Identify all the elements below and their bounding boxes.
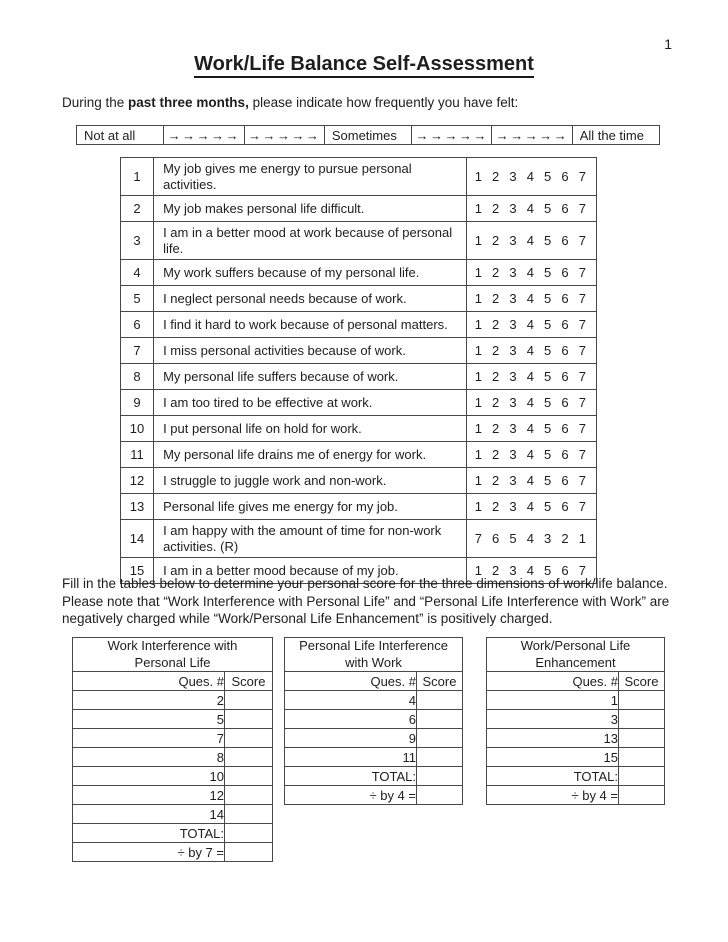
question-number: 4	[121, 260, 154, 286]
question-text: I put personal life on hold for work.	[154, 416, 467, 442]
rating-options	[467, 291, 596, 306]
score-input-cell[interactable]	[619, 767, 665, 786]
arrows-icon: →→→→→	[163, 126, 243, 144]
rating-option[interactable]: 7	[578, 201, 586, 216]
question-text: My job makes personal life difficult.	[154, 196, 467, 222]
question-row	[121, 468, 597, 494]
intro-text	[62, 95, 518, 110]
rating-option[interactable]: 1	[474, 169, 482, 184]
score-table-title-line: Enhancement	[535, 654, 616, 670]
score-table	[72, 637, 273, 862]
scale-label: All the time	[572, 126, 659, 144]
rating-option[interactable]: 4	[526, 317, 534, 332]
score-table-title-line: Work/Personal Life	[520, 638, 631, 653]
rating-option[interactable]: 4	[526, 201, 534, 216]
page-title	[0, 53, 728, 76]
rating-scale	[466, 312, 596, 338]
score-table-title-row	[285, 638, 463, 672]
rating-option[interactable]: 2	[492, 421, 500, 436]
score-input-cell[interactable]	[225, 710, 273, 729]
rating-option[interactable]: 6	[561, 201, 569, 216]
rating-option[interactable]: 3	[509, 395, 517, 410]
question-text: My work suffers because of my personal life.	[154, 260, 467, 286]
score-table-header-row	[487, 672, 665, 691]
score-table-row	[73, 691, 273, 710]
rating-option[interactable]: 3	[509, 473, 517, 488]
rating-option[interactable]: 5	[544, 563, 552, 578]
rating-option[interactable]: 7	[578, 421, 586, 436]
ques-number-cell: 4	[285, 691, 417, 710]
score-input-cell[interactable]	[619, 786, 665, 805]
intro-bold: past three months,	[128, 95, 249, 110]
question-text: I am too tired to be effective at work.	[154, 390, 467, 416]
question-row	[121, 312, 597, 338]
rating-option[interactable]: 3	[509, 317, 517, 332]
rating-option[interactable]: 3	[509, 201, 517, 216]
score-table	[284, 637, 463, 805]
score-input-cell[interactable]	[225, 691, 273, 710]
rating-option[interactable]: 3	[509, 447, 517, 462]
rating-option[interactable]: 1	[474, 233, 482, 248]
score-input-cell[interactable]	[225, 786, 273, 805]
rating-option[interactable]: 7	[578, 233, 586, 248]
rating-option[interactable]: 3	[509, 369, 517, 384]
rating-option[interactable]: 2	[492, 169, 500, 184]
rating-option[interactable]: 4	[526, 531, 534, 546]
question-text: My job gives me energy to pursue personal activities.	[154, 158, 467, 196]
rating-option[interactable]: 7	[578, 291, 586, 306]
question-text: I find it hard to work because of personal matters.	[154, 312, 467, 338]
rating-option[interactable]: 4	[526, 343, 534, 358]
question-text: Personal life gives me energy for my job.	[154, 494, 467, 520]
rating-options	[467, 447, 596, 462]
score-input-cell[interactable]	[225, 748, 273, 767]
rating-option[interactable]: 7	[578, 169, 586, 184]
rating-option[interactable]: 5	[544, 291, 552, 306]
rating-option[interactable]: 5	[544, 473, 552, 488]
question-number: 15	[121, 558, 154, 584]
rating-option[interactable]: 7	[578, 447, 586, 462]
ques-number-cell: ÷ by 4 =	[285, 786, 417, 805]
rating-option[interactable]: 6	[561, 499, 569, 514]
question-number: 13	[121, 494, 154, 520]
rating-scale	[466, 196, 596, 222]
question-text: I am in a better mood because of my job.	[154, 558, 467, 584]
question-number: 3	[121, 222, 154, 260]
score-table-row	[487, 786, 665, 805]
score-table-title-line: Personal Life	[134, 654, 211, 670]
rating-option[interactable]: 7	[578, 369, 586, 384]
scale-label: Not at all	[84, 127, 136, 143]
rating-option[interactable]: 7	[578, 265, 586, 280]
score-input-cell[interactable]	[417, 729, 463, 748]
ques-number-cell: 12	[73, 786, 225, 805]
question-text: I miss personal activities because of work.	[154, 338, 467, 364]
rating-options	[467, 343, 596, 358]
rating-option[interactable]: 3	[509, 421, 517, 436]
rating-options	[467, 395, 596, 410]
score-table-title	[487, 638, 665, 672]
rating-options	[467, 201, 596, 216]
rating-option[interactable]: 6	[561, 421, 569, 436]
rating-options	[467, 473, 596, 488]
rating-option[interactable]: 1	[474, 499, 482, 514]
question-number: 2	[121, 196, 154, 222]
rating-option[interactable]: 3	[509, 233, 517, 248]
ques-number-cell: 8	[73, 748, 225, 767]
ques-number-cell: 10	[73, 767, 225, 786]
rating-option[interactable]: 7	[474, 531, 482, 546]
rating-option[interactable]: 2	[492, 201, 500, 216]
rating-option[interactable]: 7	[578, 473, 586, 488]
rating-options	[467, 531, 596, 546]
question-text: I struggle to juggle work and non-work.	[154, 468, 467, 494]
question-row	[121, 260, 597, 286]
question-text: I am in a better mood at work because of personal life.	[154, 222, 467, 260]
rating-option[interactable]: 1	[474, 317, 482, 332]
rating-option[interactable]: 6	[561, 291, 569, 306]
rating-option[interactable]: 2	[492, 499, 500, 514]
score-input-cell[interactable]	[619, 748, 665, 767]
score-table-title-line: with Work	[345, 654, 402, 670]
rating-option[interactable]: 4	[526, 473, 534, 488]
question-row	[121, 390, 597, 416]
rating-option[interactable]: 6	[561, 447, 569, 462]
rating-option[interactable]: 3	[509, 169, 517, 184]
rating-option[interactable]: 5	[544, 343, 552, 358]
score-input-cell[interactable]	[225, 729, 273, 748]
score-input-cell[interactable]	[619, 729, 665, 748]
score-table-row	[487, 729, 665, 748]
rating-option[interactable]: 2	[492, 343, 500, 358]
ques-number-cell: TOTAL:	[487, 767, 619, 786]
rating-option[interactable]: 5	[544, 395, 552, 410]
ques-number-header: Ques. #	[73, 672, 225, 691]
rating-option[interactable]: 5	[544, 265, 552, 280]
intro-prefix: During the	[62, 95, 129, 110]
rating-option[interactable]: 3	[544, 531, 552, 546]
ques-number-cell: 13	[487, 729, 619, 748]
ques-number-cell: 3	[487, 710, 619, 729]
question-number: 8	[121, 364, 154, 390]
questions-table	[120, 157, 597, 584]
score-input-cell[interactable]	[417, 767, 463, 786]
rating-option[interactable]: 2	[492, 265, 500, 280]
rating-option[interactable]: 5	[509, 531, 517, 546]
rating-option[interactable]: 1	[474, 291, 482, 306]
rating-option[interactable]: 2	[492, 233, 500, 248]
score-header: Score	[225, 672, 273, 691]
question-text: My personal life suffers because of work.	[154, 364, 467, 390]
ques-number-cell: 14	[73, 805, 225, 824]
rating-option[interactable]: 1	[474, 447, 482, 462]
score-table-row	[285, 786, 463, 805]
question-number: 12	[121, 468, 154, 494]
ques-number-cell: 2	[73, 691, 225, 710]
ques-number-cell: 15	[487, 748, 619, 767]
score-input-cell[interactable]	[619, 710, 665, 729]
rating-option[interactable]: 2	[492, 317, 500, 332]
rating-option[interactable]: 1	[474, 201, 482, 216]
rating-option[interactable]: 2	[492, 291, 500, 306]
score-input-cell[interactable]	[225, 843, 273, 862]
rating-scale	[466, 222, 596, 260]
score-table-title-row	[73, 638, 273, 672]
rating-option[interactable]: 3	[509, 265, 517, 280]
rating-option[interactable]: 7	[578, 395, 586, 410]
scale-label: Sometimes	[324, 126, 411, 144]
rating-option[interactable]: 1	[474, 265, 482, 280]
score-table-row	[285, 729, 463, 748]
rating-option[interactable]: 2	[492, 473, 500, 488]
rating-option[interactable]: 6	[561, 563, 569, 578]
rating-options	[467, 233, 596, 248]
rating-option[interactable]: 1	[578, 531, 586, 546]
rating-option[interactable]: 5	[544, 499, 552, 514]
rating-option[interactable]: 1	[474, 395, 482, 410]
rating-option[interactable]: 3	[509, 291, 517, 306]
question-row	[121, 442, 597, 468]
score-table-row	[285, 710, 463, 729]
score-input-cell[interactable]	[417, 691, 463, 710]
ques-number-cell: ÷ by 7 =	[73, 843, 225, 862]
score-table-row	[73, 748, 273, 767]
score-input-cell[interactable]	[225, 824, 273, 843]
score-table-row	[285, 767, 463, 786]
rating-option[interactable]: 6	[561, 369, 569, 384]
rating-scale	[466, 338, 596, 364]
score-table-row	[487, 710, 665, 729]
score-table-row	[285, 691, 463, 710]
score-tables	[72, 637, 665, 862]
question-number: 1	[121, 158, 154, 196]
rating-option[interactable]: 4	[526, 499, 534, 514]
rating-option[interactable]: 3	[509, 563, 517, 578]
arrows-icon: →→→→→	[244, 126, 324, 144]
rating-option[interactable]: 6	[561, 169, 569, 184]
rating-option[interactable]: 2	[492, 369, 500, 384]
question-number: 11	[121, 442, 154, 468]
rating-option[interactable]: 6	[561, 233, 569, 248]
rating-option[interactable]: 2	[561, 531, 569, 546]
score-table-row	[487, 748, 665, 767]
score-table-title	[73, 638, 273, 672]
score-table-row	[73, 843, 273, 862]
question-number: 9	[121, 390, 154, 416]
score-table-row	[73, 786, 273, 805]
question-row	[121, 494, 597, 520]
page-number: 1	[664, 36, 672, 52]
rating-option[interactable]: 6	[561, 395, 569, 410]
score-table-row	[73, 729, 273, 748]
rating-option[interactable]: 4	[526, 563, 534, 578]
rating-option[interactable]: 1	[474, 473, 482, 488]
score-table-title-line: Personal Life Interference	[299, 638, 448, 653]
ques-number-cell: 7	[73, 729, 225, 748]
arrows-icon: →→→→→	[491, 126, 571, 144]
rating-option[interactable]: 1	[474, 343, 482, 358]
rating-option[interactable]: 2	[492, 447, 500, 462]
rating-option[interactable]: 2	[492, 395, 500, 410]
rating-scale	[466, 494, 596, 520]
question-text: My personal life drains me of energy for work.	[154, 442, 467, 468]
ques-number-cell: 1	[487, 691, 619, 710]
rating-option[interactable]: 7	[578, 499, 586, 514]
intro-suffix: please indicate how frequently you have felt:	[248, 95, 519, 110]
rating-scale	[466, 416, 596, 442]
rating-option[interactable]: 6	[561, 317, 569, 332]
question-number: 7	[121, 338, 154, 364]
rating-option[interactable]: 4	[526, 291, 534, 306]
rating-options	[467, 499, 596, 514]
rating-option[interactable]: 7	[578, 343, 586, 358]
rating-option[interactable]: 5	[544, 233, 552, 248]
question-row	[121, 286, 597, 312]
rating-option[interactable]: 3	[509, 499, 517, 514]
score-header: Score	[417, 672, 463, 691]
rating-option[interactable]: 7	[578, 563, 586, 578]
arrows-icon: →→→→→	[411, 126, 491, 144]
ques-number-cell: TOTAL:	[73, 824, 225, 843]
question-row	[121, 520, 597, 558]
rating-option[interactable]: 6	[561, 265, 569, 280]
rating-option[interactable]: 5	[544, 201, 552, 216]
rating-scale	[466, 158, 596, 196]
rating-option[interactable]: 1	[474, 421, 482, 436]
score-header: Score	[619, 672, 665, 691]
rating-option[interactable]: 5	[544, 169, 552, 184]
ques-number-header: Ques. #	[487, 672, 619, 691]
rating-option[interactable]: 5	[544, 317, 552, 332]
rating-option[interactable]: 5	[544, 369, 552, 384]
question-row	[121, 158, 597, 196]
score-table-row	[73, 710, 273, 729]
score-table-row	[487, 767, 665, 786]
score-table-title-line: Work Interference with	[107, 638, 238, 653]
question-number: 6	[121, 312, 154, 338]
rating-options	[467, 369, 596, 384]
rating-options	[467, 169, 596, 184]
questions-table-body	[121, 158, 597, 584]
rating-option[interactable]: 1	[474, 369, 482, 384]
rating-option[interactable]: 2	[492, 563, 500, 578]
question-row	[121, 222, 597, 260]
score-table-row	[73, 767, 273, 786]
score-table-title-row	[487, 638, 665, 672]
question-row	[121, 364, 597, 390]
rating-scale	[466, 260, 596, 286]
score-table-row	[73, 805, 273, 824]
score-table-header-row	[73, 672, 273, 691]
score-input-cell[interactable]	[417, 710, 463, 729]
rating-scale	[466, 364, 596, 390]
rating-option[interactable]: 5	[544, 421, 552, 436]
question-number: 5	[121, 286, 154, 312]
scoring-instructions: Fill in the tables below to determine your personal score for the three dimensions of work/life balance. Please note that “Work Interference with Personal Life” and “Personal Life Interference with Work” are negatively charged while “Work/Personal Life Enhancement” is positively charged.	[62, 576, 670, 627]
score-input-cell[interactable]	[417, 786, 463, 805]
rating-scale	[466, 468, 596, 494]
rating-option[interactable]: 6	[561, 473, 569, 488]
rating-options	[467, 421, 596, 436]
question-row	[121, 338, 597, 364]
rating-option[interactable]: 4	[526, 233, 534, 248]
rating-option[interactable]: 1	[474, 563, 482, 578]
rating-option[interactable]: 4	[526, 447, 534, 462]
rating-option[interactable]: 4	[526, 395, 534, 410]
rating-options	[467, 317, 596, 332]
page-title-text: Work/Life Balance Self-Assessment	[194, 53, 534, 78]
rating-options	[467, 265, 596, 280]
score-table-header-row	[285, 672, 463, 691]
ques-number-cell: ÷ by 4 =	[487, 786, 619, 805]
rating-option[interactable]: 4	[526, 421, 534, 436]
rating-scale	[466, 520, 596, 558]
frequency-scale-row	[76, 125, 660, 145]
rating-option[interactable]: 4	[526, 169, 534, 184]
ques-number-header: Ques. #	[285, 672, 417, 691]
score-table-row	[73, 824, 273, 843]
score-table-row	[285, 748, 463, 767]
score-table-title	[285, 638, 463, 672]
ques-number-cell: 11	[285, 748, 417, 767]
rating-option[interactable]: 6	[492, 531, 500, 546]
score-table-row	[487, 691, 665, 710]
score-table	[486, 637, 665, 805]
rating-scale	[466, 286, 596, 312]
rating-option[interactable]: 5	[544, 447, 552, 462]
rating-option[interactable]: 4	[526, 265, 534, 280]
score-input-cell[interactable]	[417, 748, 463, 767]
ques-number-cell: 5	[73, 710, 225, 729]
ques-number-cell: 6	[285, 710, 417, 729]
rating-option[interactable]: 3	[509, 343, 517, 358]
question-text: I am happy with the amount of time for non-work activities. (R)	[154, 520, 467, 558]
score-input-cell[interactable]	[619, 691, 665, 710]
rating-option[interactable]: 6	[561, 343, 569, 358]
ques-number-cell: 9	[285, 729, 417, 748]
ques-number-cell: TOTAL:	[285, 767, 417, 786]
question-number: 14	[121, 520, 154, 558]
rating-option[interactable]: 4	[526, 369, 534, 384]
question-text: I neglect personal needs because of work.	[154, 286, 467, 312]
score-input-cell[interactable]	[225, 767, 273, 786]
question-row	[121, 416, 597, 442]
question-number: 10	[121, 416, 154, 442]
score-input-cell[interactable]	[225, 805, 273, 824]
rating-option[interactable]: 7	[578, 317, 586, 332]
question-row	[121, 196, 597, 222]
rating-scale	[466, 390, 596, 416]
rating-scale	[466, 442, 596, 468]
